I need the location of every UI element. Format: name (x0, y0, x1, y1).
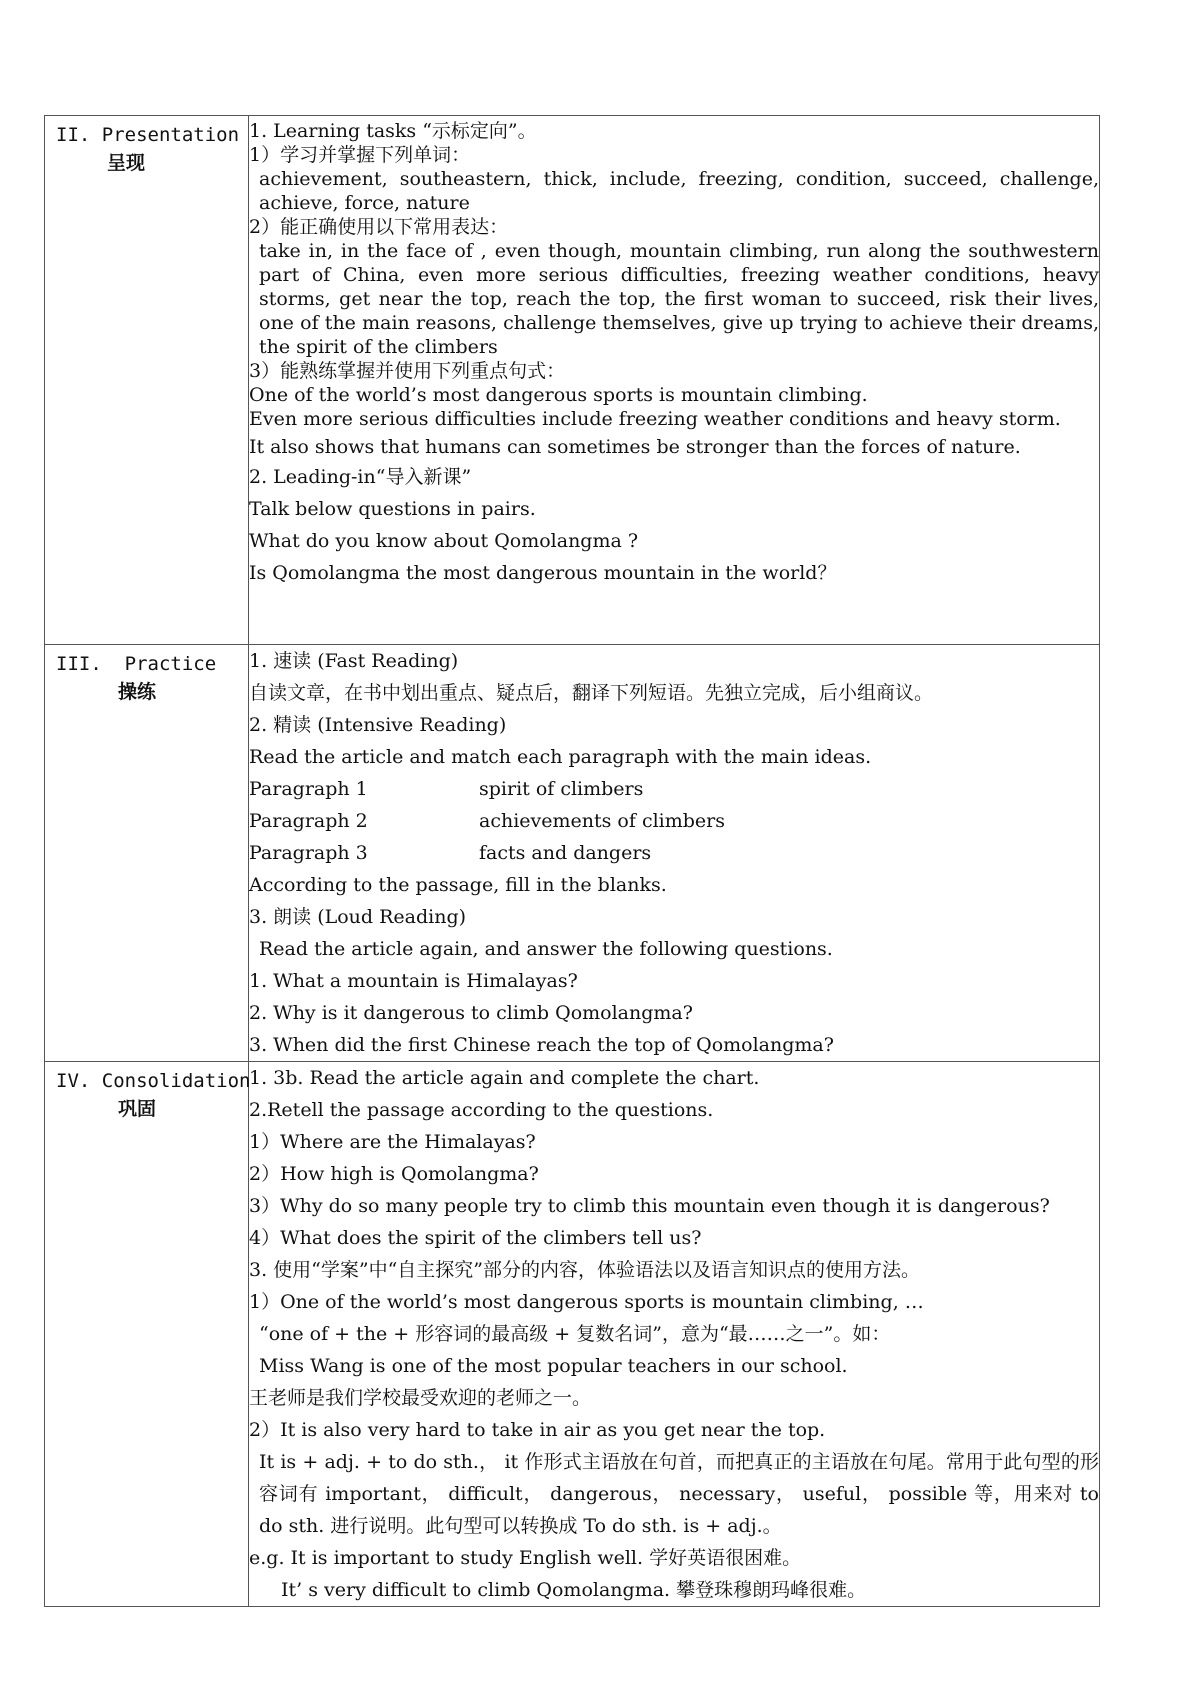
retell-question: 2）How high is Qomolangma? (249, 1163, 539, 1185)
loud-reading-heading: 3. 朗读 (Loud Reading) (249, 906, 467, 928)
grammar-rule: “one of + the + 形容词的最高级 + 复数名词”，意为“最……之一”。如： (259, 1323, 891, 1345)
presentation-content-cell (249, 116, 1100, 645)
practice-question: 2. Why is it dangerous to climb Qomolangma? (249, 1002, 693, 1024)
practice-label-cn: 操练 (118, 681, 157, 703)
retell-question: 1）Where are the Himalayas? (249, 1131, 536, 1153)
consolidation-label-en: IV. Consolidation (56, 1070, 251, 1092)
words-list: achievement, southeastern, thick, include, freezing, condition, succeed, challenge, achieve, force, nature (259, 168, 1099, 214)
grammar-example-cn: 王老师是我们学校最受欢迎的老师之一。 (249, 1387, 592, 1409)
presentation-label-en: II. Presentation (56, 124, 240, 146)
match-idea: achievements of climbers (479, 810, 725, 832)
grammar-rule: It is + adj. + to do sth.， it 作形式主语放在句首，而把真正的主语放在句尾。常用于此句型的形容词有 important， difficult， dangerous， necessary， useful， possible 等，用来对 to do sth. 进行说明。此句型可以转换成 To do sth. is + adj.。 (259, 1451, 1099, 1537)
presentation-label-cell (45, 116, 249, 645)
answer-instruction: Read the article again, and answer the following questions. (259, 938, 833, 960)
intensive-reading-heading: 2. 精读 (Intensive Reading) (249, 714, 507, 736)
presentation-label-cn: 呈现 (107, 152, 146, 174)
practice-content-cell (249, 645, 1100, 1062)
retell-task: 2.Retell the passage according to the questions. (249, 1099, 714, 1121)
practice-question: 1. What a mountain is Himalayas? (249, 970, 578, 992)
match-paragraph: Paragraph 2 (249, 810, 368, 832)
match-idea: spirit of climbers (479, 778, 644, 800)
grammar-task: 3. 使用“学案”中“自主探究”部分的内容，体验语法以及语言知识点的使用方法。 (249, 1259, 921, 1281)
key-sentence: It also shows that humans can sometimes be stronger than the forces of nature. (249, 436, 1021, 458)
key-sentences-heading: 3）能熟练掌握并使用下列重点句式： (249, 360, 566, 382)
match-paragraph: Paragraph 3 (249, 842, 368, 864)
grammar-sentence: 1）One of the world’s most dangerous sports is mountain climbing, … (249, 1291, 924, 1313)
practice-label-en: III. Practice (56, 653, 217, 675)
grammar-example: e.g. It is important to study English well. 学好英语很困难。 (249, 1547, 802, 1569)
grammar-example-en: Miss Wang is one of the most popular teachers in our school. (259, 1355, 848, 1377)
key-sentence: One of the world’s most dangerous sports is mountain climbing. (249, 384, 868, 406)
match-row (249, 773, 1099, 805)
expressions-list: take in, in the face of , even though, mountain climbing, run along the southwestern part of China, even more serious difficulties, freezing weather conditions, heavy storms, get near the top, reach the top, the first woman to succeed, risk their lives, one of the main reasons, challenge themselves, give up trying to achieve their dreams, the spirit of the climbers (259, 240, 1099, 358)
match-idea: facts and dangers (479, 842, 652, 864)
grammar-sentence: 2）It is also very hard to take in air as you get near the top. (249, 1419, 826, 1441)
fast-reading-instruction: 自读文章，在书中划出重点、疑点后，翻译下列短语。先独立完成，后小组商议。 (249, 682, 934, 704)
practice-label-cell (45, 645, 249, 1062)
retell-question: 4）What does the spirit of the climbers tell us? (249, 1227, 702, 1249)
learning-tasks-heading: 1. Learning tasks “示标定向”。 (249, 120, 537, 142)
leading-in-heading: 2. Leading-in“导入新课” (249, 466, 472, 488)
retell-question: 3）Why do so many people try to climb this mountain even though it is dangerous? (249, 1195, 1050, 1217)
words-heading: 1）学习并掌握下列单词： (249, 144, 471, 166)
match-paragraph: Paragraph 1 (249, 778, 368, 800)
consolidation-label-cn: 巩固 (118, 1098, 157, 1120)
chart-task: 1. 3b. Read the article again and complete the chart. (249, 1067, 760, 1089)
match-row (249, 805, 1099, 837)
fill-blanks-instruction: According to the passage, fill in the blanks. (249, 874, 667, 896)
lesson-plan-table (44, 115, 1100, 1607)
match-instruction: Read the article and match each paragraph with the main ideas. (249, 746, 872, 768)
key-sentence: Even more serious difficulties include freezing weather conditions and heavy storm. (249, 408, 1061, 430)
practice-question: 3. When did the first Chinese reach the top of Qomolangma? (249, 1034, 834, 1056)
practice-row (45, 645, 1100, 1062)
consolidation-content-cell (249, 1062, 1100, 1607)
expressions-heading: 2）能正确使用以下常用表达： (249, 216, 509, 238)
leading-question: What do you know about Qomolangma ? (249, 530, 639, 552)
consolidation-row (45, 1062, 1100, 1607)
presentation-row (45, 116, 1100, 645)
fast-reading-heading: 1. 速读 (Fast Reading) (249, 650, 459, 672)
consolidation-label-cell (45, 1062, 249, 1607)
talk-instruction: Talk below questions in pairs. (249, 498, 536, 520)
match-row (249, 837, 1099, 869)
leading-question: Is Qomolangma the most dangerous mountain in the world？ (249, 562, 837, 584)
grammar-example: It’ s very difficult to climb Qomolangma. 攀登珠穆朗玛峰很难。 (281, 1579, 867, 1601)
